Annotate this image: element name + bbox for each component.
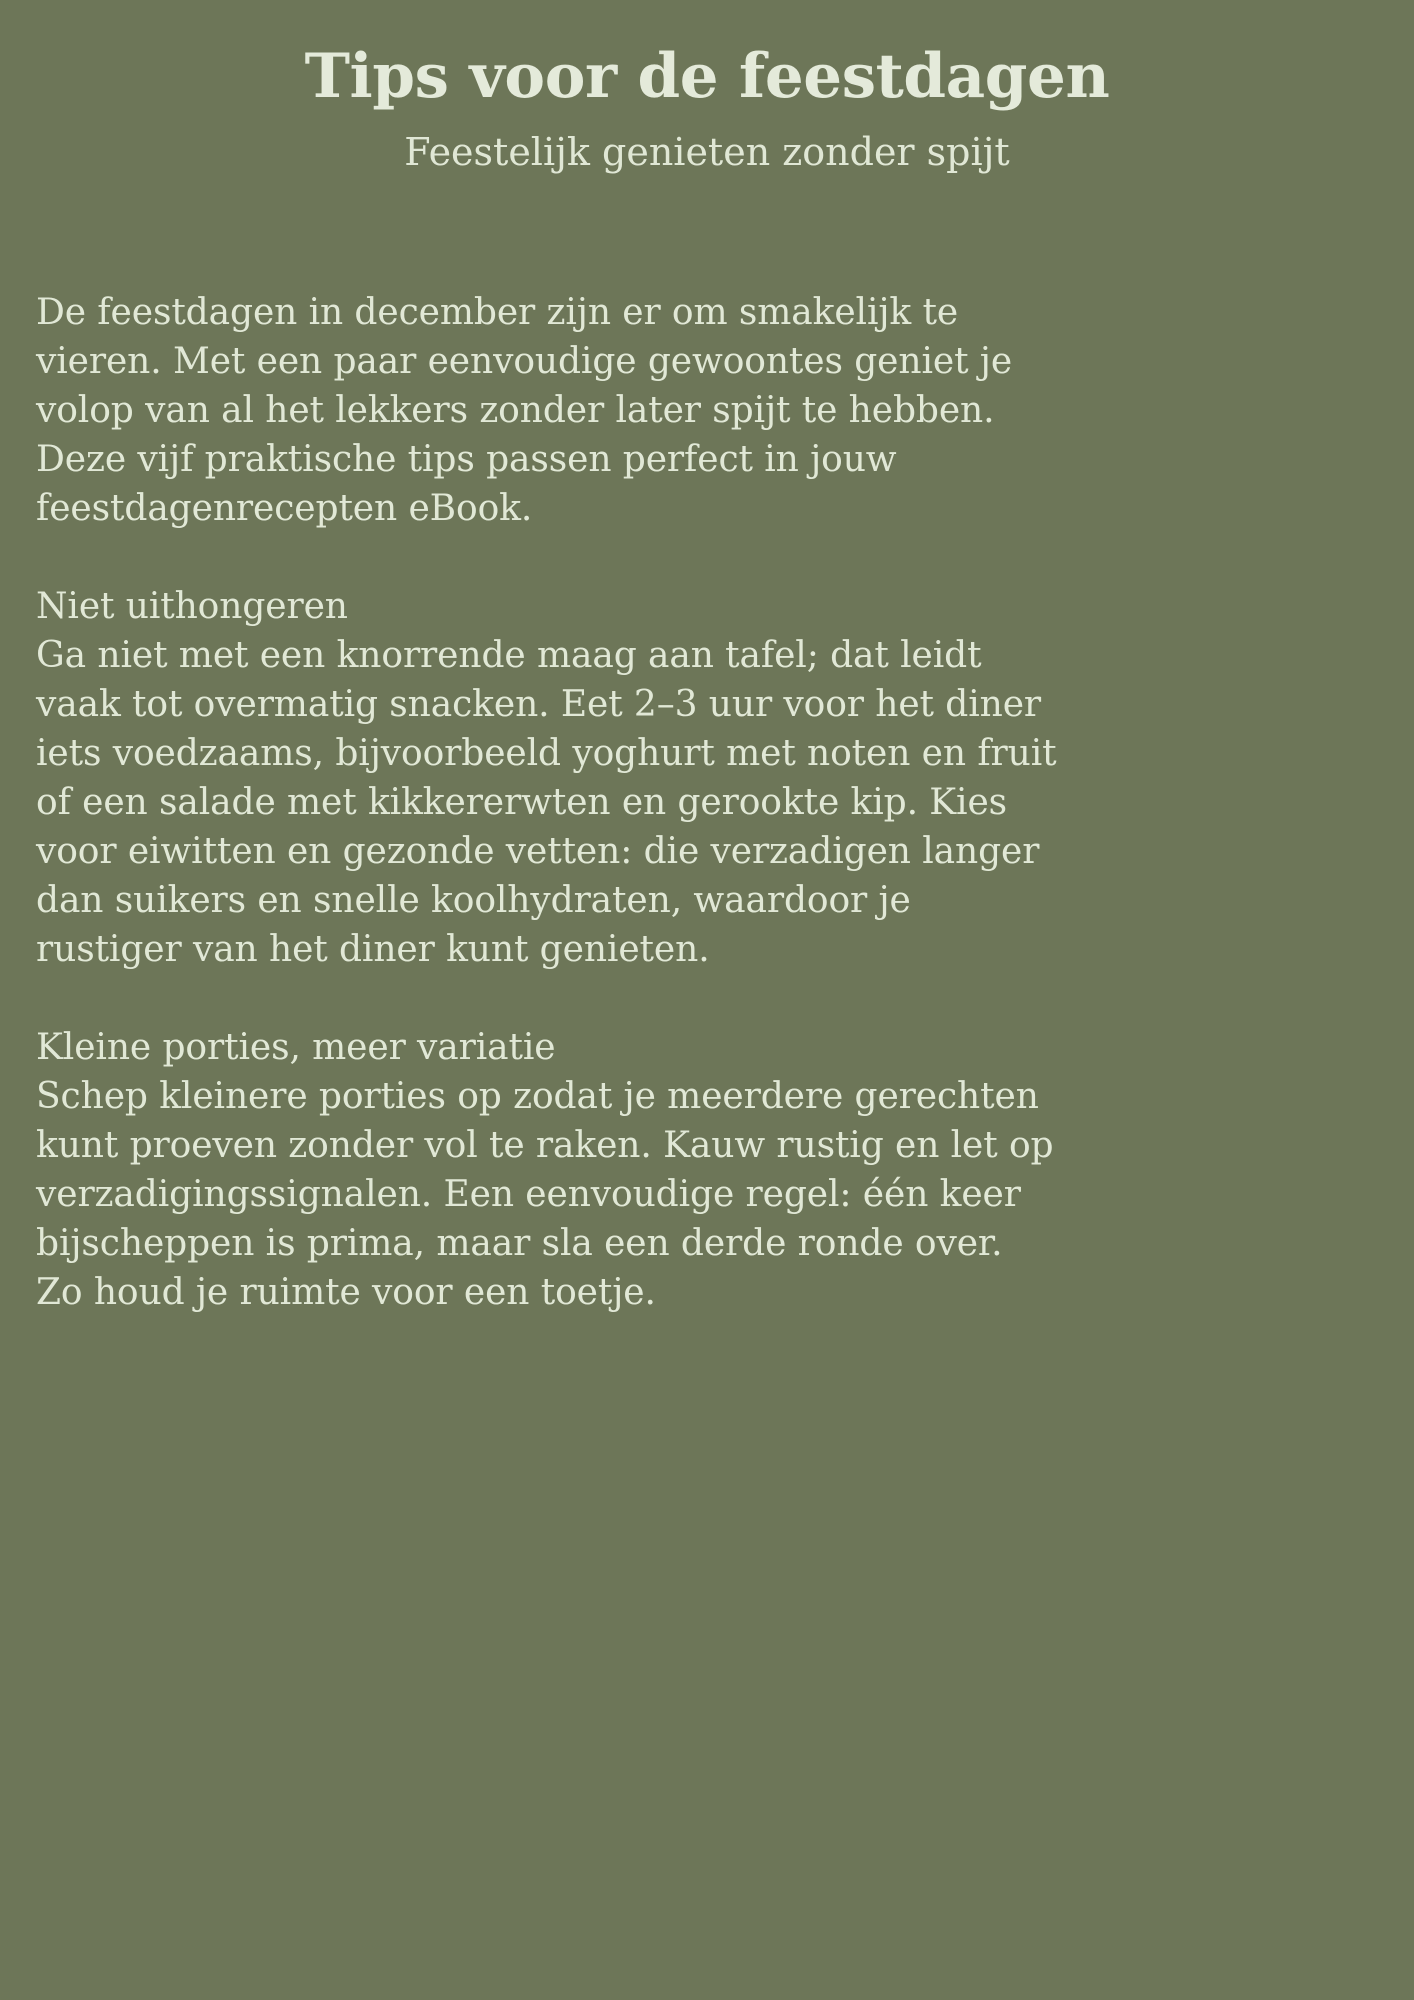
page-title: Tips voor de feestdagen [304,41,1110,112]
page-subtitle: Feestelijk genieten zonder spijt [404,129,1010,174]
document-header [0,0,1414,174]
section-heading: Niet uithongeren [36,586,348,627]
section-paragraph: Schep kleinere porties op zodat je meerdere gerechten kunt proeven zonder vol te raken. Kauw rustig en let op verzadigingssignalen. Een eenvoudige regel: één keer bijscheppen is prima, maar sla een derde ronde over. Zo houd je ruimte voor een toetje. [36,1076,1065,1313]
document-body [36,288,1066,1317]
section-heading: Kleine porties, meer variatie [36,1027,556,1068]
section-paragraph: Ga niet met een knorrende maag aan tafel; dat leidt vaak tot overmatig snacken. Eet 2–3 uur voor het diner iets voedzaams, bijvoorbeeld yoghurt met noten en fruit of een salade met kikkererwten en gerookte kip. Kies voor eiwitten en gezonde vetten: die verzadigen langer dan suikers en snelle koolhydraten, waardoor je rustiger van het diner kunt genieten. [36,635,1068,970]
section-kleine-porties [36,1023,1066,1317]
intro-paragraph: De feestdagen in december zijn er om smakelijk te vieren. Met een paar eenvoudige gewoontes geniet je volop van al het lekkers zonder later spijt te hebben. Deze vijf praktische tips passen perfect in jouw feestdagenrecepten eBook. [36,292,1024,529]
section-niet-uithongeren [36,582,1066,974]
